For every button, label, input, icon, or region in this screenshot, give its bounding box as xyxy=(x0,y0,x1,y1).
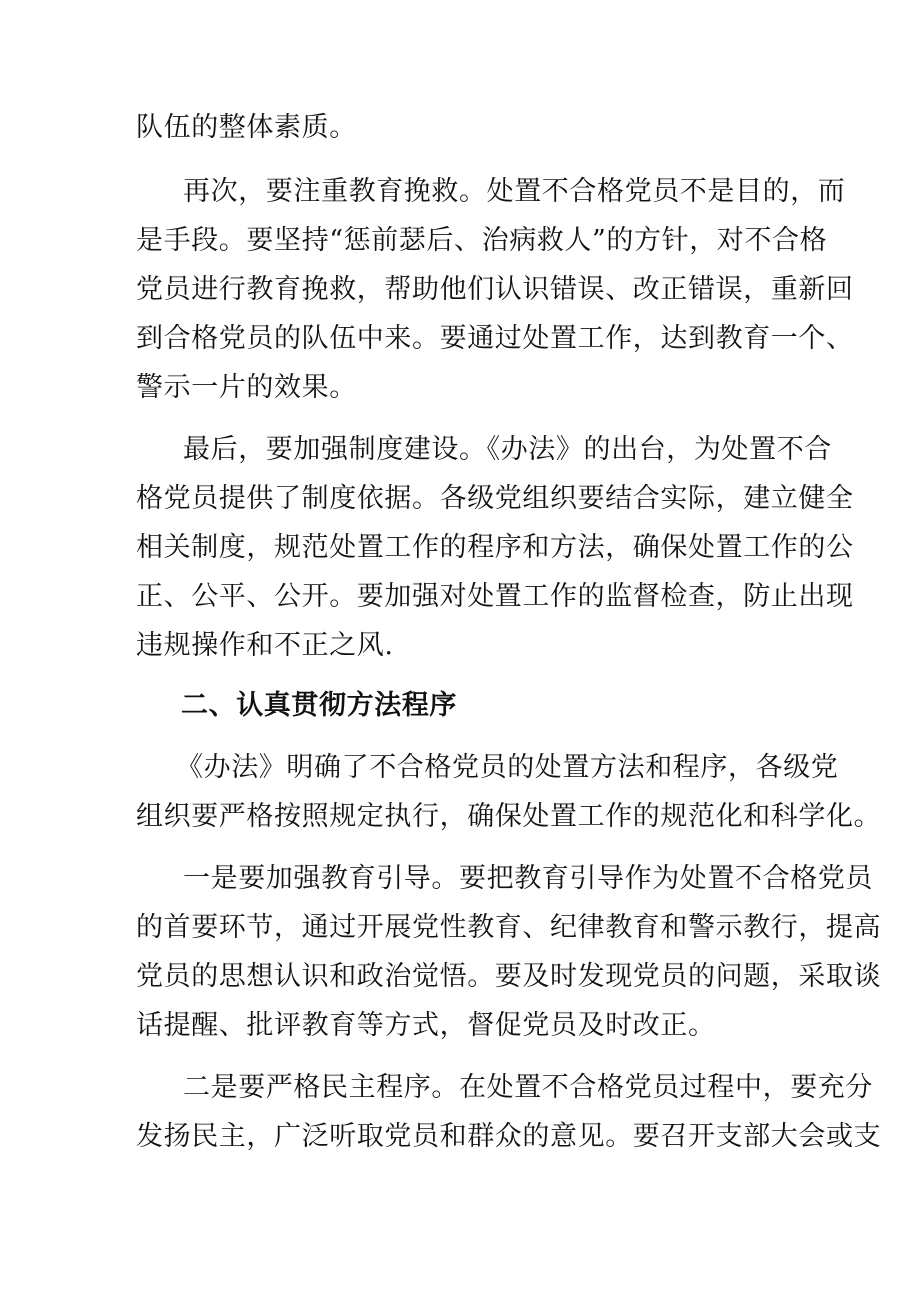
paragraph-line: 最后，要加强制度建设。《办法》的出台，为处置不合 xyxy=(183,434,832,465)
paragraph-line: 的首要环节，通过开展党性教育、纪律教育和警示教行，提高 xyxy=(136,912,882,943)
paragraph-line: 党员的思想认识和政治觉悟。要及时发现党员的问题，采取谈 xyxy=(136,961,882,992)
paragraph-line: 警示一片的效果。 xyxy=(136,372,357,403)
paragraph-line: 组织要严格按照规定执行，确保处置工作的规范化和科学化。 xyxy=(136,801,882,832)
paragraph-line: 再次，要注重教育挽救。处置不合格党员不是目的，而 xyxy=(183,176,846,207)
paragraph-line: 到合格党员的队伍中来。要通过处置工作，达到教育一个、 xyxy=(136,323,854,354)
paragraph-line: 是手段。要坚持“惩前瑟后、治病救人”的方针，对不合格 xyxy=(136,225,828,256)
paragraph-line: 正、公平、公开。要加强对处置工作的监督检查，防止出现 xyxy=(136,581,854,612)
paragraph-line: 违规操作和不正之风. xyxy=(136,630,394,661)
section-heading: 二、认真贯彻方法程序 xyxy=(181,690,457,721)
paragraph-line: 话提醒、批评教育等方式，督促党员及时改正。 xyxy=(136,1010,716,1041)
paragraph-line: 格党员提供了制度依据。各级党组织要结合实际，建立健全 xyxy=(136,483,854,514)
paragraph-line: 相关制度，规范处置工作的程序和方法，确保处置工作的公 xyxy=(136,532,854,563)
paragraph-line: 二是要严格民主程序。在处置不合格党员过程中，要充分 xyxy=(183,1072,873,1103)
paragraph-line: 党员进行教育挽救，帮助他们认识错误、改正错误，重新回 xyxy=(136,274,854,305)
paragraph-line: 队伍的整体素质。 xyxy=(136,112,357,143)
paragraph-line: 发扬民主，广泛听取党员和群众的意见。要召开支部大会或支 xyxy=(136,1121,882,1152)
paragraph-line: 一是要加强教育引导。要把教育引导作为处置不合格党员 xyxy=(183,863,873,894)
paragraph-line: 《办法》明确了不合格党员的处置方法和程序，各级党 xyxy=(176,752,839,783)
